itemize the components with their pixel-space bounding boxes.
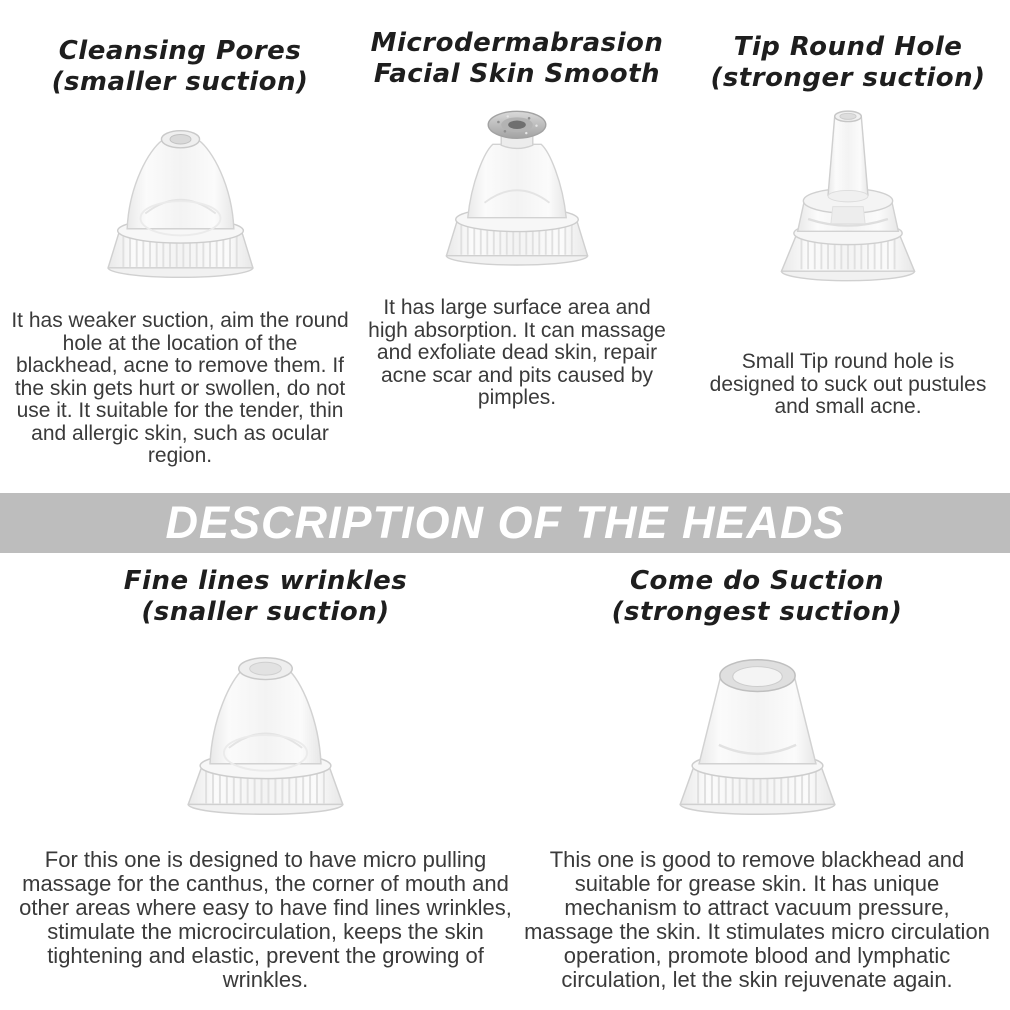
head-title: Microdermabrasion — [370, 28, 664, 58]
head-title: Tip Round Hole — [733, 32, 963, 62]
head-card-fine-lines-wrinkles — [18, 566, 513, 992]
section-banner — [0, 493, 1010, 553]
suction-head-photo-medium-hole — [18, 634, 513, 842]
head-title: Come do Suction — [629, 566, 885, 596]
head-subtitle: (strongest suction) — [611, 597, 903, 627]
suction-head-photo-large-hole — [518, 634, 996, 842]
head-card-tip-round-hole — [692, 32, 1004, 419]
head-description: For this one is designed to have micro pulling massage for the canthus, the corner of mouth and other areas where easy to have find lines wrinkles, stimulate the microcirculation, keeps the skin tightening and elastic, prevent the growing of wrinkles. — [19, 847, 512, 992]
head-card-cleansing-pores — [10, 36, 350, 468]
head-description: Small Tip round hole is designed to suck out pustules and small acne. — [709, 350, 987, 418]
head-description: It has large surface area and high absorption. It can massage and exfoliate dead skin, repair acne scar and pits caused by pimples. — [368, 296, 666, 409]
suction-head-photo-narrow-tip — [692, 100, 1004, 317]
head-subtitle: Facial Skin Smooth — [373, 59, 661, 89]
head-subtitle: (stronger suction) — [710, 63, 986, 93]
head-card-come-do-suction — [518, 566, 996, 992]
head-title: Cleansing Pores — [58, 36, 302, 66]
head-subtitle: (smaller suction) — [51, 67, 309, 97]
suction-head-photo-small-hole — [10, 104, 350, 304]
head-card-microdermabrasion — [358, 28, 676, 410]
head-description: It has weaker suction, aim the round hole at the location of the blackhead, acne to remove them. If the skin gets hurt or swollen, do not use it. It suitable for the tender, thin and allergic skin, such as ocular region. — [11, 309, 349, 467]
suction-head-photo-metal-disc — [358, 96, 676, 291]
head-subtitle: (snaller suction) — [141, 597, 390, 627]
head-description: This one is good to remove blackhead and suitable for grease skin. It has unique mechanism to attract vacuum pressure, massage the skin. It stimulates micro circulation operation, promote blood and lymphatic circulation, let the skin rejuvenate again. — [524, 847, 990, 992]
head-title: Fine lines wrinkles — [123, 566, 408, 596]
banner-title: DESCRIPTION OF THE HEADS — [165, 497, 845, 548]
